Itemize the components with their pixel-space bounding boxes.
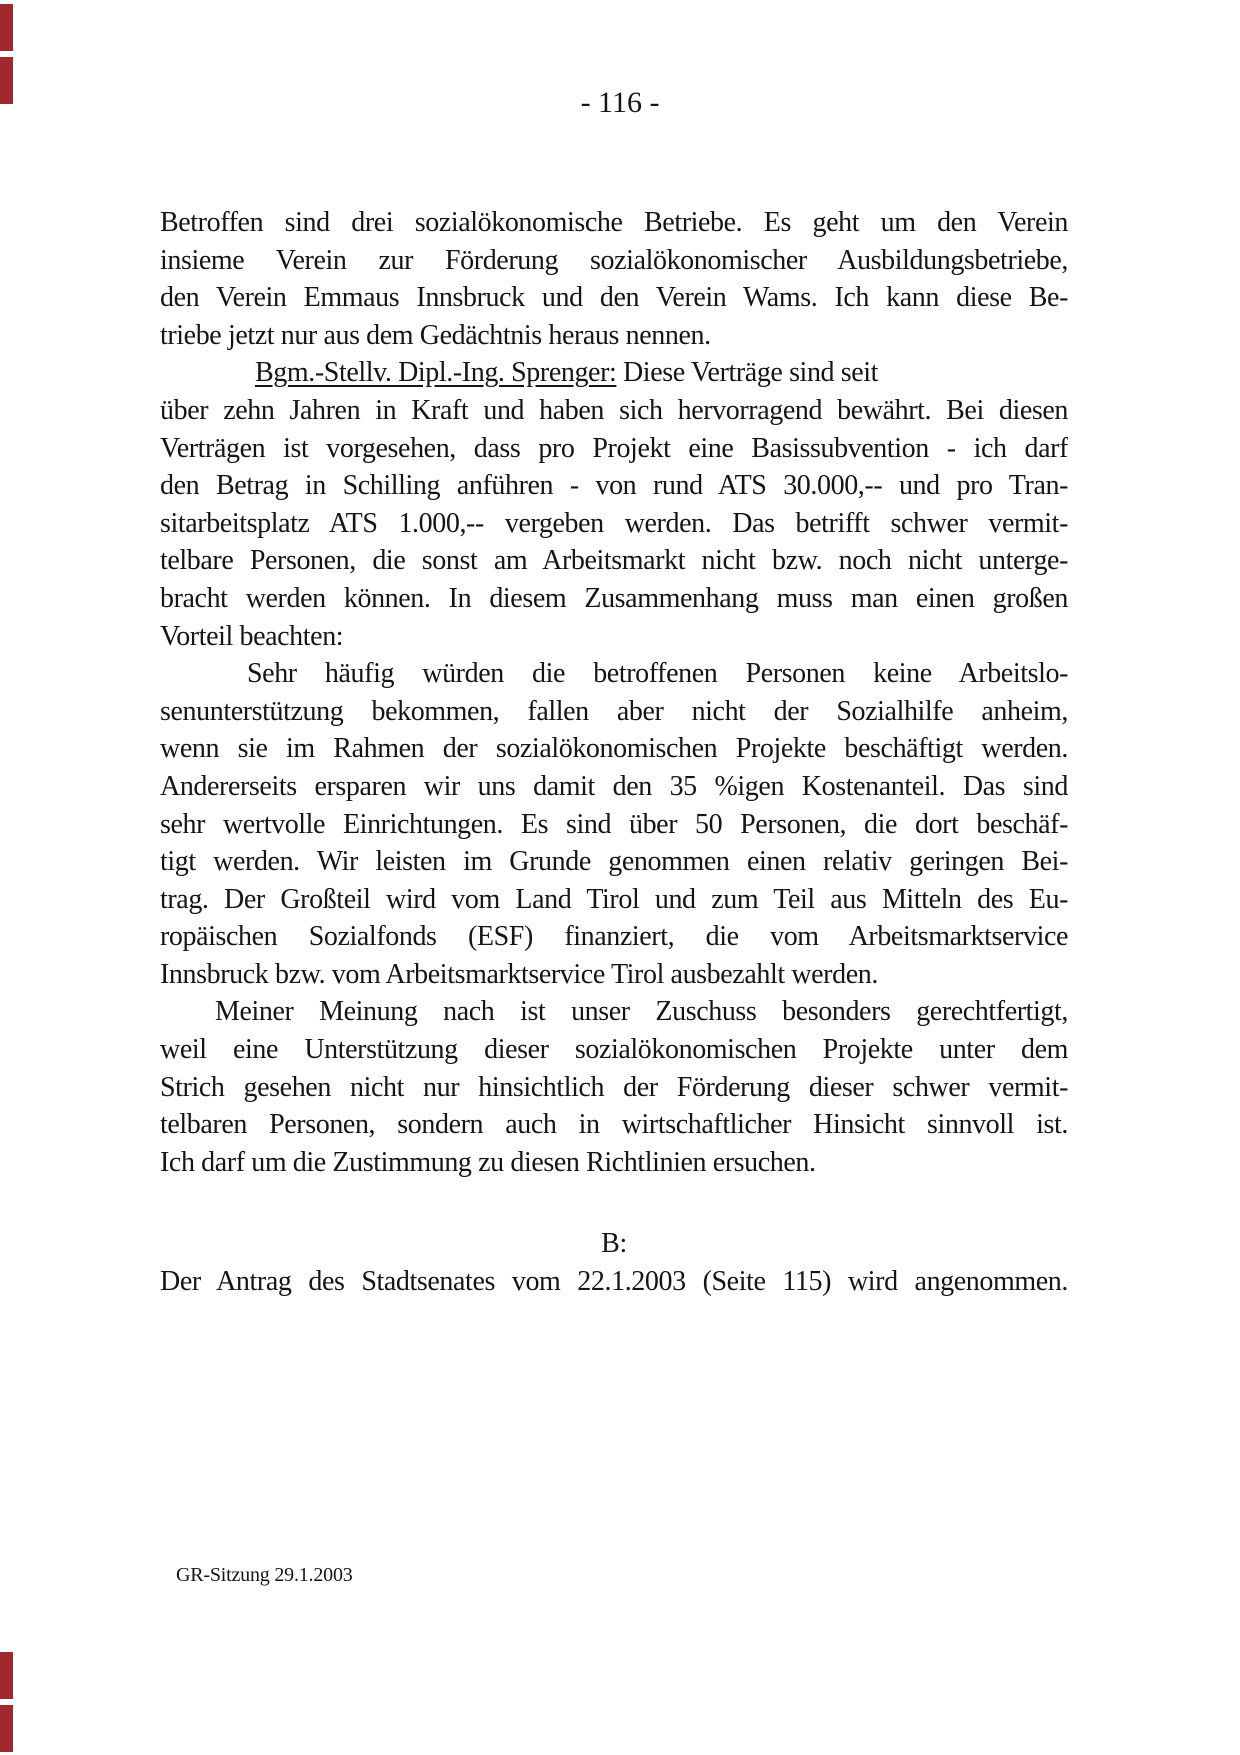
scan-edge-mark bbox=[0, 57, 13, 104]
page-number: - 116 - bbox=[580, 86, 660, 119]
text-segment: Innsbruck bzw. vom Arbeitsmarktservice Tirol ausbezahlt werden. bbox=[160, 958, 878, 990]
text-segment: Strich gesehen nicht nur hinsichtlich der Förderung dieser schwer vermit- bbox=[160, 1071, 1068, 1103]
text-segment: sehr wertvolle Einrichtungen. Es sind über 50 Personen, die dort beschäf- bbox=[160, 808, 1068, 840]
text-line bbox=[160, 768, 1068, 806]
text-segment: sitarbeitsplatz ATS 1.000,-- vergeben werden. Das betrifft schwer vermit- bbox=[160, 507, 1068, 539]
text-segment: Andererseits ersparen wir uns damit den 35 %igen Kostenanteil. Das sind bbox=[160, 770, 1068, 802]
text-line bbox=[160, 693, 1068, 731]
text-segment: telbare Personen, die sonst am Arbeitsmarkt nicht bzw. noch nicht unterge- bbox=[160, 545, 1068, 577]
text-line bbox=[160, 843, 1068, 881]
text-line bbox=[160, 204, 1068, 242]
text-segment: Betroffen sind drei sozialökonomische Betriebe. Es geht um den Verein bbox=[160, 207, 1068, 238]
text-line bbox=[160, 242, 1068, 280]
text-segment: Der Antrag des Stadtsenates vom 22.1.2003 (Seite 115) wird angenommen. bbox=[160, 1266, 1068, 1298]
text-line bbox=[160, 1069, 1068, 1107]
text-line bbox=[160, 542, 1068, 580]
text-line bbox=[160, 317, 1068, 355]
scan-edge-mark bbox=[0, 4, 13, 51]
line-spacer bbox=[160, 1181, 1068, 1225]
text-segment: ropäischen Sozialfonds (ESF) finanziert, die vom Arbeitsmarktservice bbox=[160, 921, 1068, 953]
text-segment: den Betrag in Schilling anführen - von rund ATS 30.000,-- und pro Tran- bbox=[160, 470, 1068, 502]
text-segment: tigt werden. Wir leisten im Grunde genommen einen relativ geringen Bei- bbox=[160, 846, 1068, 878]
text-line bbox=[160, 1225, 1068, 1263]
text-segment: wenn sie im Rahmen der sozialökonomischen Projekte beschäftigt werden. bbox=[160, 733, 1068, 765]
text-segment: Verträgen ist vorgesehen, dass pro Projekt eine Basissubvention - ich darf bbox=[160, 432, 1068, 464]
text-line bbox=[160, 1106, 1068, 1144]
text-segment: Meiner Meinung nach ist unser Zuschuss besonders gerechtfertigt, bbox=[215, 996, 1068, 1028]
text-line bbox=[160, 1263, 1068, 1301]
text-line bbox=[160, 467, 1068, 505]
text-segment: weil eine Unterstützung dieser sozialökonomischen Projekte unter dem bbox=[160, 1034, 1068, 1066]
text-line bbox=[160, 881, 1068, 919]
text-segment: Vorteil beachten: bbox=[160, 620, 344, 652]
text-segment: bracht werden können. In diesem Zusammenhang muss man einen großen bbox=[160, 582, 1068, 614]
text-segment: Ich darf um die Zustimmung zu diesen Richtlinien ersuchen. bbox=[160, 1146, 816, 1178]
text-line bbox=[160, 806, 1068, 844]
text-line bbox=[160, 505, 1068, 543]
text-line bbox=[160, 279, 1068, 317]
scan-edge-mark bbox=[0, 1705, 13, 1752]
text-segment: senunterstützung bekommen, fallen aber nicht der Sozialhilfe anheim, bbox=[160, 695, 1068, 727]
text-segment: B: bbox=[601, 1228, 627, 1260]
speaker-name-underlined: Bgm.-Stellv. Dipl.-Ing. Sprenger: bbox=[255, 357, 617, 389]
text-line bbox=[160, 392, 1068, 430]
text-line bbox=[160, 993, 1068, 1031]
text-line bbox=[160, 618, 1068, 656]
text-segment: Diese Verträge sind seit bbox=[616, 357, 879, 389]
text-segment: telbaren Personen, sondern auch in wirtschaftlicher Hinsicht sinnvoll ist. bbox=[160, 1109, 1068, 1141]
text-segment: Sehr häufig würden die betroffenen Personen keine Arbeitslo- bbox=[247, 658, 1068, 690]
text-segment: den Verein Emmaus Innsbruck und den Verein Wams. Ich kann diese Be- bbox=[160, 282, 1068, 314]
text-body bbox=[160, 204, 1068, 1301]
text-segment: triebe jetzt nur aus dem Gedächtnis heraus nennen. bbox=[160, 319, 711, 351]
text-line bbox=[160, 655, 1068, 693]
text-segment: trag. Der Großteil wird vom Land Tirol und zum Teil aus Mitteln des Eu- bbox=[160, 883, 1068, 915]
scan-edge-mark bbox=[0, 1652, 13, 1699]
text-line bbox=[160, 354, 1068, 392]
text-segment: insieme Verein zur Förderung sozialökonomischer Ausbildungsbetriebe, bbox=[160, 244, 1068, 276]
text-line bbox=[160, 1144, 1068, 1182]
text-line bbox=[160, 956, 1068, 994]
text-line bbox=[160, 730, 1068, 768]
text-line bbox=[160, 580, 1068, 618]
footer-session-label: GR-Sitzung 29.1.2003 bbox=[176, 1564, 353, 1586]
text-segment: über zehn Jahren in Kraft und haben sich hervorragend bewährt. Bei diesen bbox=[160, 394, 1068, 426]
text-line bbox=[160, 430, 1068, 468]
text-line bbox=[160, 918, 1068, 956]
text-line bbox=[160, 1031, 1068, 1069]
